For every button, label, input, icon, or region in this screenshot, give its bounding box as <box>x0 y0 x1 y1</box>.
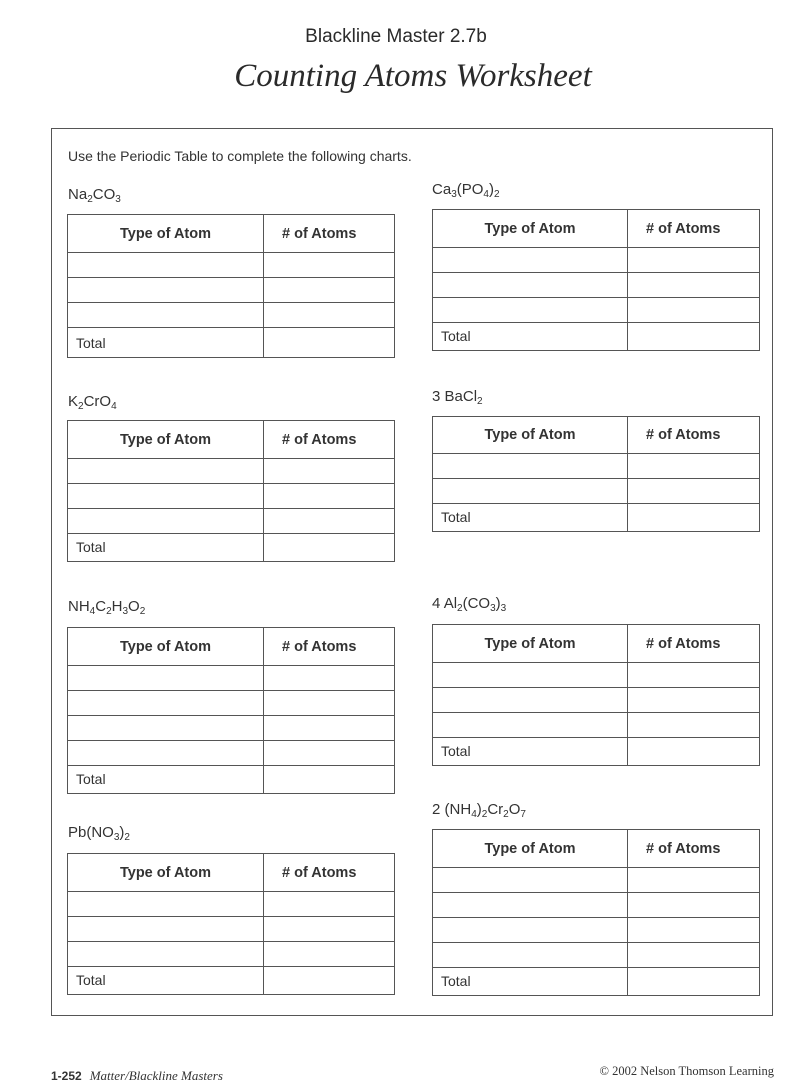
formula-subscript: 3 <box>115 194 121 205</box>
formula-subscript: 3 <box>490 603 496 614</box>
atom-type-cell[interactable] <box>68 691 264 716</box>
header-number-of-atoms: # of Atoms <box>628 210 760 248</box>
total-label: Total <box>433 323 628 351</box>
atom-count-cell[interactable] <box>628 479 760 504</box>
atom-count-cell[interactable] <box>628 298 760 323</box>
formula-part: NH <box>68 598 90 615</box>
formula-subscript: 7 <box>520 809 526 820</box>
atom-count-cell[interactable] <box>628 713 760 738</box>
formula-subscript: 2 <box>477 396 483 407</box>
formula-part: Al <box>443 595 458 612</box>
table-row <box>68 892 395 917</box>
total-count-cell[interactable] <box>628 968 760 996</box>
formula-subscript: 2 <box>87 194 93 205</box>
total-row <box>433 504 760 532</box>
atom-count-table <box>67 627 395 794</box>
atom-count-table <box>432 416 760 532</box>
formula-subscript: 3 <box>113 832 120 843</box>
total-row <box>433 323 760 351</box>
atom-count-table <box>67 420 395 562</box>
formula-part: Na <box>68 186 88 203</box>
worksheet-title: Counting Atoms Worksheet <box>234 58 592 94</box>
table-row <box>433 454 760 479</box>
formula-subscript: 2 <box>124 832 130 843</box>
header-type-of-atom: Type of Atom <box>68 628 264 666</box>
atom-type-cell[interactable] <box>68 716 264 741</box>
formula-subscript: 3 <box>451 189 457 200</box>
atom-count-table <box>67 853 395 995</box>
table-row <box>68 666 395 691</box>
header-type-of-atom: Type of Atom <box>433 625 628 663</box>
atom-type-cell[interactable] <box>433 713 628 738</box>
formula-coefficient: 3 <box>432 388 445 405</box>
formula-part: (CO <box>462 595 491 612</box>
atom-count-table <box>432 829 760 996</box>
atom-count-cell[interactable] <box>264 716 395 741</box>
header-number-of-atoms: # of Atoms <box>264 215 395 253</box>
formula-coefficient: 4 <box>432 595 444 612</box>
formula-part: ) <box>119 824 125 841</box>
table-row <box>68 691 395 716</box>
total-row <box>68 328 395 358</box>
atom-type-cell[interactable] <box>68 741 264 766</box>
formula-part: BaCl <box>444 388 478 405</box>
table-row <box>68 509 395 534</box>
formula-part: (NH <box>444 801 472 818</box>
atom-count-cell[interactable] <box>264 253 395 278</box>
atom-count-cell[interactable] <box>264 303 395 328</box>
atom-type-cell[interactable] <box>433 663 628 688</box>
formula-part: C <box>95 598 107 615</box>
atom-type-cell[interactable] <box>68 509 264 534</box>
header-type-of-atom: Type of Atom <box>433 210 628 248</box>
atom-count-cell[interactable] <box>264 459 395 484</box>
formula-part: K <box>68 393 79 410</box>
atom-type-cell[interactable] <box>433 454 628 479</box>
total-label: Total <box>433 738 628 766</box>
table-row <box>68 716 395 741</box>
header-type-of-atom: Type of Atom <box>68 421 264 459</box>
total-count-cell[interactable] <box>628 323 760 351</box>
total-count-cell[interactable] <box>264 534 395 562</box>
table-row <box>68 278 395 303</box>
total-label: Total <box>68 967 264 995</box>
total-row <box>433 968 760 996</box>
header-number-of-atoms: # of Atoms <box>628 625 760 663</box>
total-count-cell[interactable] <box>264 967 395 995</box>
table-row <box>68 303 395 328</box>
atom-count-cell[interactable] <box>264 509 395 534</box>
footer-left <box>51 1068 223 1084</box>
atom-type-cell[interactable] <box>433 298 628 323</box>
chemical-formula <box>68 186 121 203</box>
table-row <box>68 917 395 942</box>
total-row <box>433 738 760 766</box>
atom-type-cell[interactable] <box>68 484 264 509</box>
header-number-of-atoms: # of Atoms <box>628 830 760 868</box>
formula-subscript: 3 <box>122 606 129 617</box>
total-label: Total <box>433 504 628 532</box>
formula-subscript: 2 <box>503 809 509 820</box>
atom-count-cell[interactable] <box>628 918 760 943</box>
atom-count-cell[interactable] <box>628 893 760 918</box>
atom-type-cell[interactable] <box>433 893 628 918</box>
formula-part: ) <box>476 801 482 818</box>
formula-part: CO <box>92 186 116 203</box>
instructions: Use the Periodic Table to complete the following charts. <box>68 148 412 164</box>
formula-subscript: 2 <box>457 603 463 614</box>
atom-count-cell[interactable] <box>264 917 395 942</box>
header-type-of-atom: Type of Atom <box>68 854 264 892</box>
table-row <box>433 663 760 688</box>
total-count-cell[interactable] <box>264 328 395 358</box>
atom-type-cell[interactable] <box>68 459 264 484</box>
formula-part: O <box>128 598 140 615</box>
table-row <box>68 253 395 278</box>
atom-count-cell[interactable] <box>628 943 760 968</box>
atom-count-cell[interactable] <box>628 663 760 688</box>
formula-subscript: 2 <box>78 401 84 412</box>
atom-count-cell[interactable] <box>264 942 395 967</box>
formula-part: H <box>111 598 123 615</box>
atom-type-cell[interactable] <box>68 666 264 691</box>
atom-count-table <box>67 214 395 358</box>
atom-type-cell[interactable] <box>68 303 264 328</box>
table-row <box>433 688 760 713</box>
table-row <box>68 459 395 484</box>
atom-type-cell[interactable] <box>68 917 264 942</box>
atom-type-cell[interactable] <box>433 273 628 298</box>
total-count-cell[interactable] <box>628 738 760 766</box>
table-row <box>433 273 760 298</box>
formula-subscript: 4 <box>483 189 489 200</box>
table-row <box>433 298 760 323</box>
atom-type-cell[interactable] <box>68 278 264 303</box>
atom-count-cell[interactable] <box>264 484 395 509</box>
header-number-of-atoms: # of Atoms <box>264 421 395 459</box>
formula-part: O <box>508 801 521 818</box>
atom-type-cell[interactable] <box>433 248 628 273</box>
atom-count-cell[interactable] <box>628 248 760 273</box>
chemical-formula <box>432 388 483 405</box>
table-row <box>433 713 760 738</box>
book-title: Matter/Blackline Masters <box>89 1068 223 1083</box>
blackline-master-label: Blackline Master 2.7b <box>305 26 487 47</box>
chemical-formula <box>432 595 506 612</box>
atom-count-cell[interactable] <box>628 454 760 479</box>
formula-coefficient: 2 <box>432 801 445 818</box>
formula-subscript: 4 <box>89 606 96 617</box>
total-row <box>68 534 395 562</box>
formula-part: ) <box>488 181 494 198</box>
header-number-of-atoms: # of Atoms <box>264 628 395 666</box>
atom-type-cell[interactable] <box>433 479 628 504</box>
table-row <box>433 918 760 943</box>
table-row <box>433 248 760 273</box>
chemical-formula <box>432 801 526 818</box>
total-label: Total <box>433 968 628 996</box>
atom-count-cell[interactable] <box>628 868 760 893</box>
atom-count-table <box>432 624 760 766</box>
chemical-formula <box>68 824 130 841</box>
table-row <box>433 479 760 504</box>
atom-type-cell[interactable] <box>433 688 628 713</box>
formula-subscript: 4 <box>471 809 477 820</box>
atom-count-cell[interactable] <box>264 892 395 917</box>
atom-count-cell[interactable] <box>264 278 395 303</box>
total-count-cell[interactable] <box>628 504 760 532</box>
atom-count-cell[interactable] <box>628 688 760 713</box>
formula-subscript: 4 <box>111 401 117 412</box>
formula-subscript: 3 <box>500 603 507 614</box>
table-row <box>433 943 760 968</box>
atom-type-cell[interactable] <box>68 253 264 278</box>
atom-count-cell[interactable] <box>264 666 395 691</box>
table-row <box>68 741 395 766</box>
atom-type-cell[interactable] <box>433 943 628 968</box>
atom-count-cell[interactable] <box>264 741 395 766</box>
formula-subscript: 2 <box>493 189 500 200</box>
formula-subscript: 2 <box>106 606 112 617</box>
page-number: 1-252 <box>51 1069 82 1083</box>
atom-count-cell[interactable] <box>264 691 395 716</box>
atom-type-cell[interactable] <box>433 918 628 943</box>
table-row <box>68 942 395 967</box>
total-label: Total <box>68 534 264 562</box>
table-row <box>433 893 760 918</box>
header-type-of-atom: Type of Atom <box>433 417 628 454</box>
header-number-of-atoms: # of Atoms <box>264 854 395 892</box>
atom-type-cell[interactable] <box>68 942 264 967</box>
total-row <box>68 766 395 794</box>
formula-part: CrO <box>83 393 112 410</box>
copyright: © 2002 Nelson Thomson Learning <box>599 1064 774 1078</box>
formula-part: (PO <box>456 181 484 198</box>
total-row <box>68 967 395 995</box>
table-row <box>68 484 395 509</box>
atom-count-table <box>432 209 760 351</box>
formula-part: Cr <box>487 801 504 818</box>
total-label: Total <box>68 766 264 794</box>
total-label: Total <box>68 328 264 358</box>
header-type-of-atom: Type of Atom <box>433 830 628 868</box>
atom-count-cell[interactable] <box>628 273 760 298</box>
atom-type-cell[interactable] <box>68 892 264 917</box>
formula-part: Pb(NO <box>68 824 114 841</box>
table-row <box>433 868 760 893</box>
header-type-of-atom: Type of Atom <box>68 215 264 253</box>
header-number-of-atoms: # of Atoms <box>628 417 760 454</box>
formula-part: Ca <box>432 181 452 198</box>
chemical-formula <box>68 393 117 410</box>
formula-subscript: 2 <box>139 606 146 617</box>
chemical-formula <box>68 598 145 615</box>
total-count-cell[interactable] <box>264 766 395 794</box>
formula-part: ) <box>495 595 501 612</box>
chemical-formula <box>432 181 500 198</box>
atom-type-cell[interactable] <box>433 868 628 893</box>
formula-subscript: 2 <box>481 809 488 820</box>
